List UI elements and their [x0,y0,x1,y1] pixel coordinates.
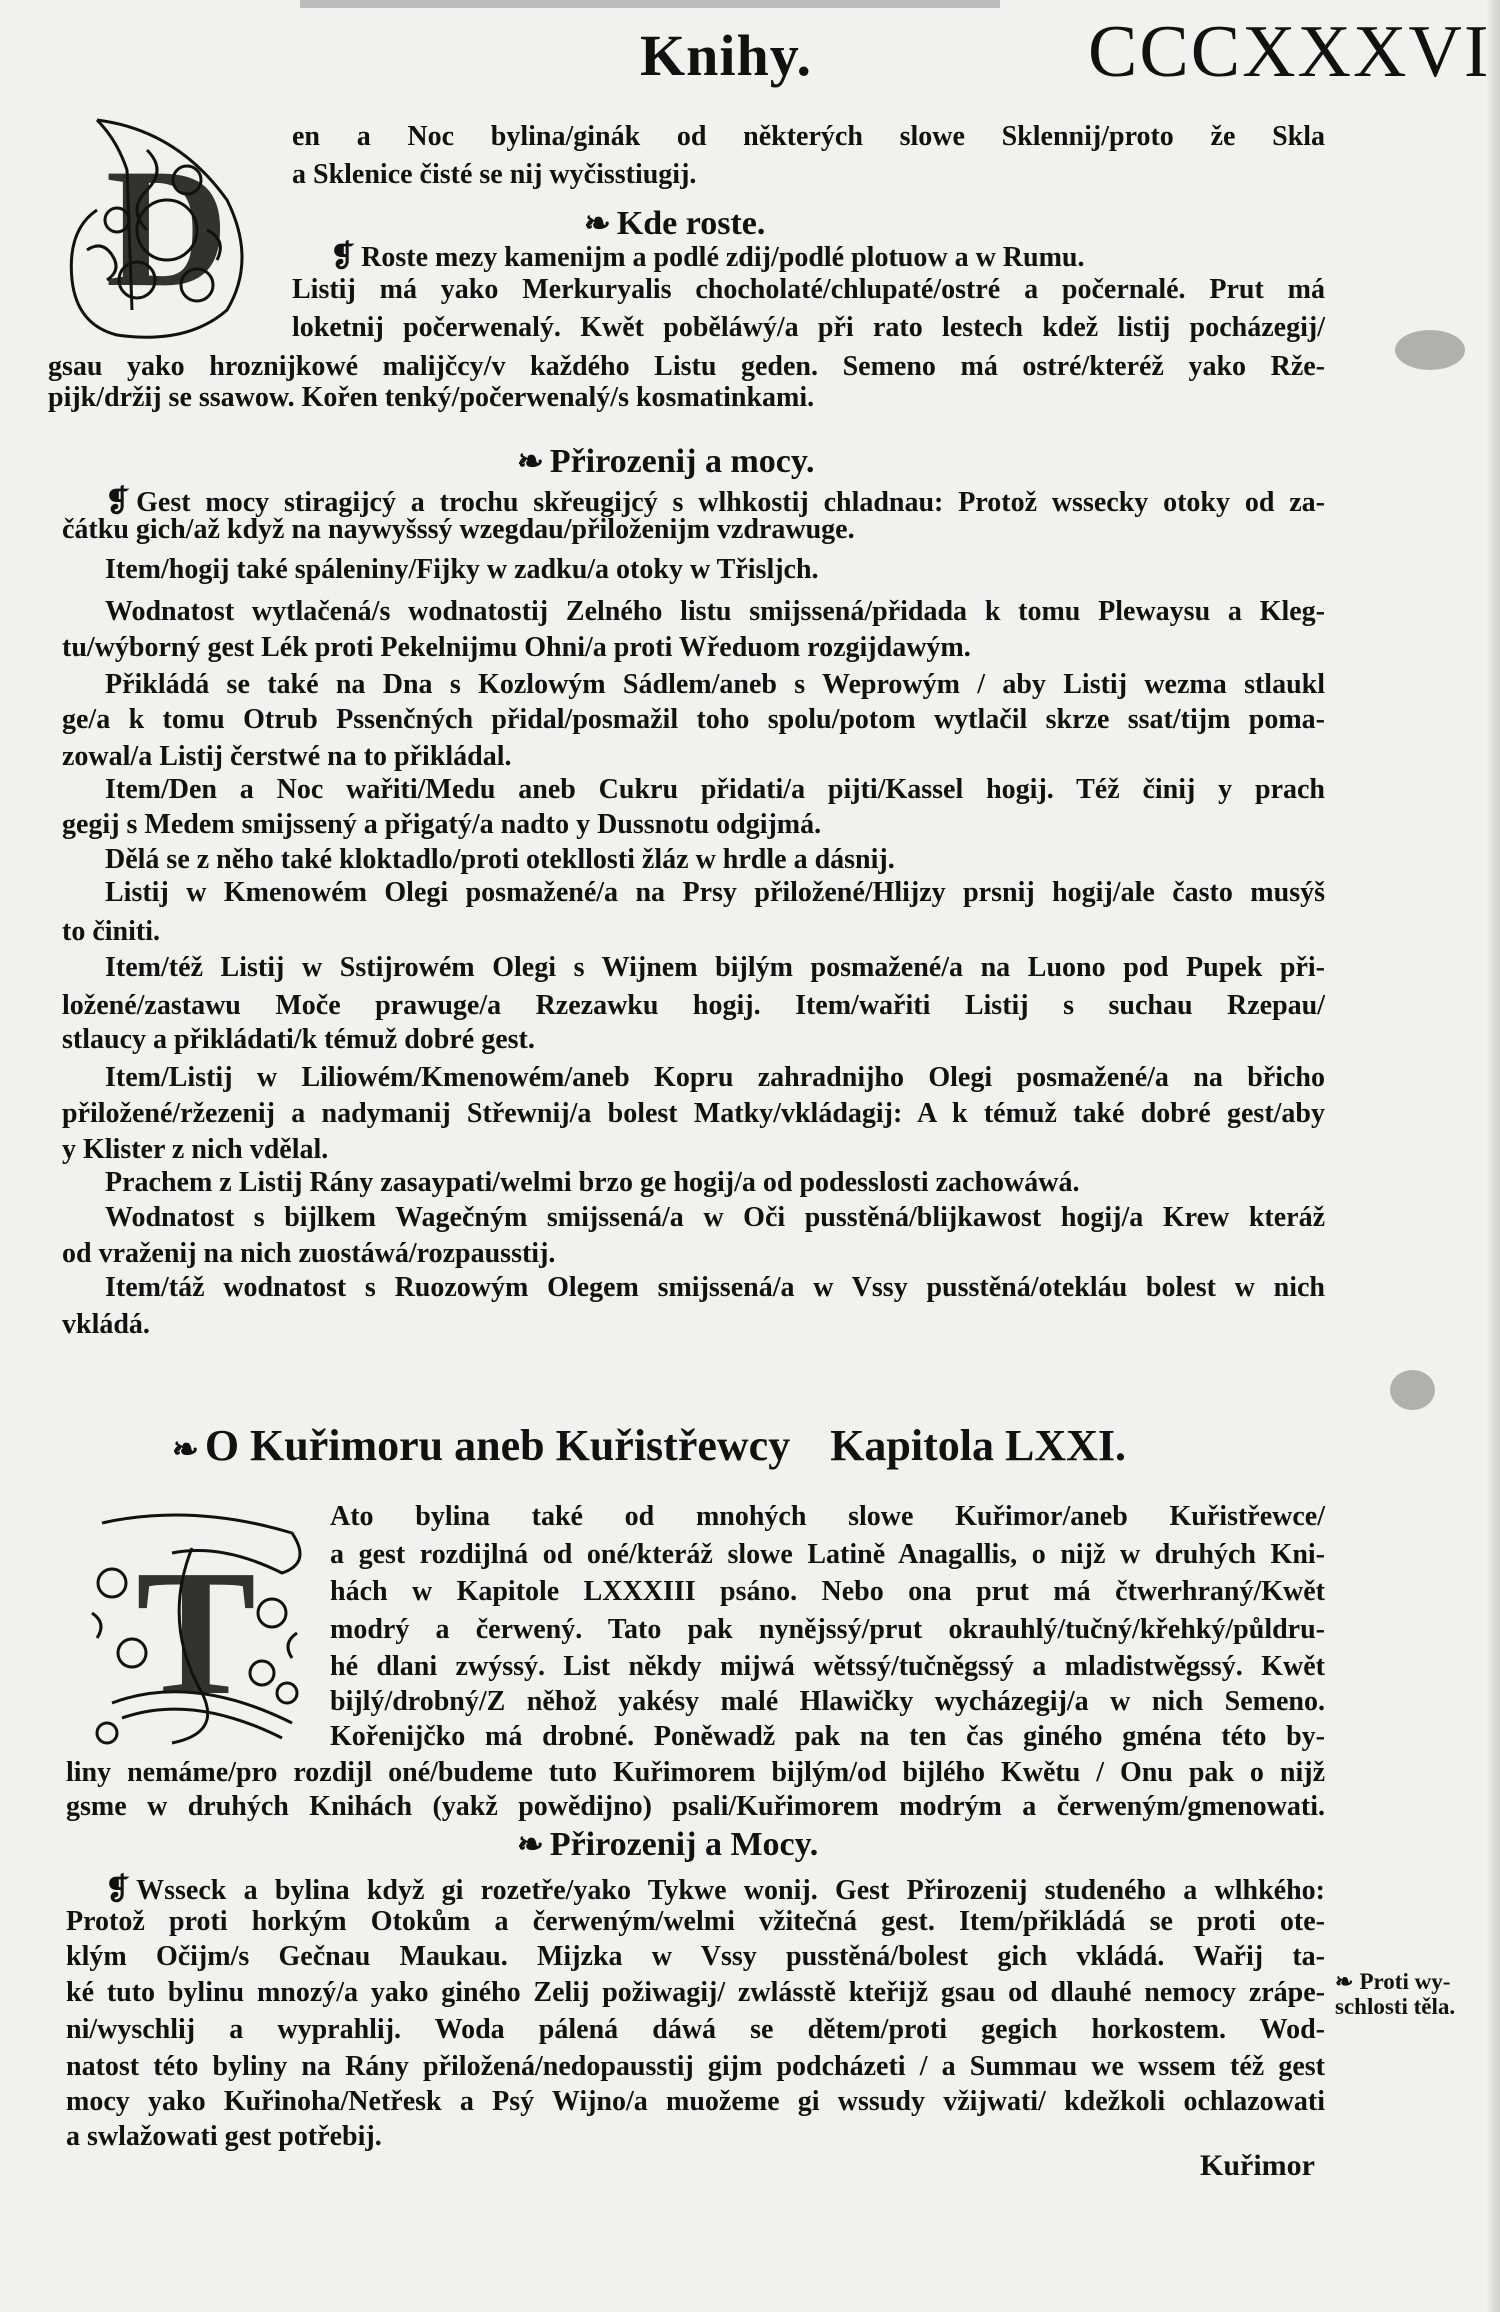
chapter-title [172,1420,1126,1471]
text-line [330,1719,1325,1755]
line-text: y Klister z nich vdělal. [62,1134,329,1165]
line-text: a gest rozdijlná od oné/kteráž slowe Latině Anagallis, o nijž w druhých Kni- [330,1539,1325,1570]
line-text: hé dlani zwýssý. List někdy mijwá wětssý/tučněgssý a mladistwěgssý. Kwět [330,1651,1325,1682]
leaf-ornament-icon: ❧ [172,1431,199,1467]
text-line [66,2049,1325,2085]
line-text: Wodnatost wytlačená/s wodnatostij Zelného listu smijssená/přidada k tomu Plewaysu a Kleg- [105,596,1325,627]
text-line [62,988,1325,1024]
text-line [105,875,1325,911]
margin-note-line: schlosti těla. [1335,1994,1456,2019]
line-text: Protož proti horkým Otokům a čerweným/welmi vžitečná gest. Item/přikládá se proti ote- [66,1906,1325,1937]
heading-text: Přirozenij a mocy. [549,443,815,480]
chapter-label: Kapitola LXXI. [830,1421,1127,1470]
catchword: Kuřimor [1200,2149,1315,2182]
text-line [66,1975,1325,2011]
line-text: Listij w Kmenowém Olegi posmažené/a na Prsy přiložené/Hlijzy prsnij hogij/ale často musýš [105,877,1325,908]
text-line [62,702,1325,738]
text-line [330,1612,1325,1648]
text-line [330,239,1325,275]
text-line [66,2012,1325,2048]
leaf-ornament-icon: ❧ [1335,1969,1354,1994]
text-line [66,1755,1325,1791]
pilcrow-icon: ❡ [105,485,131,518]
line-text: tu/wýborný gest Lék proti Pekelnijmu Ohni/a proti Wředuom rozgijdawým. [62,632,971,663]
text-line [105,772,1325,808]
text-line [105,1060,1325,1096]
line-text: ge/a k tomu Otrub Pssenčných přidal/posmažil toho spolu/potom wytlačil skrze ssat/tijm poma- [62,704,1325,735]
text-line [62,739,1325,775]
text-line [330,1574,1325,1610]
line-text: liny nemáme/pro rozdijl oné/budeme tuto Kuřimorem bijlým/od bijlého Kwětu / Onu pak o nijž [66,1757,1325,1788]
heading-nature-and-powers-2 [517,1825,818,1864]
text-line [62,630,1325,666]
text-line [330,1684,1325,1720]
text-line [330,1649,1325,1685]
page-edge-shadow [1486,0,1500,2312]
line-text: vkládá. [62,1309,150,1340]
text-line [330,1537,1325,1573]
line-text: gegij s Medem smijssený a přigatý/a nadto y Dussnotu odgijmá. [62,809,822,840]
line-text: a Sklenice čisté se nij wyčisstiugij. [292,159,697,190]
ink-stain [1390,1370,1435,1410]
leaf-ornament-icon: ❧ [517,443,544,479]
text-line [62,807,1325,843]
line-text: ké tuto bylinu mnozý/a yako giného Zelij požiwagij/ zwlásstě kteřijž gsau od dlauhé nemocy zrápe- [66,1977,1325,2008]
line-text: Item/táž wodnatost s Ruozowým Olegem smijssená/a w Vssy pusstěná/otekláu bolest w nich [105,1272,1325,1303]
line-text: Gest mocy stiragijcý a trochu skřeugijcý s wlhkostij chladnau: Protož wssecky otoky od za- [136,487,1325,518]
line-text: přiložené/ržezenij a nadymanij Střewnij/a bolest Matky/vkládagij: A k témuž také dobré gest/aby [62,1098,1325,1129]
text-line [105,1872,1325,1908]
line-text: klým Očijm/s Gečnau Maukau. Mijzka w Vssy pusstěná/bolest gich vkládá. Wařij ta- [66,1941,1325,1972]
line-text: ložené/zastawu Moče prawuge/a Rzezawku hogij. Item/wařiti Listij s suchau Rzepau/ [62,990,1325,1021]
line-text: Dělá se z něho také kloktadlo/proti otekllosti žláz w hrdle a dásnij. [105,844,895,875]
text-line [105,552,1325,588]
ornamental-initial-icon [72,1503,320,1753]
line-text: pijk/držij se ssawow. Kořen tenký/počerwenalý/s kosmatinkami. [48,382,815,413]
text-line [66,2119,1325,2155]
text-line [62,1096,1325,1132]
text-line [105,1270,1325,1306]
chapter-title-text: O Kuřimoru aneb Kuřistřewcy [204,1421,791,1470]
line-text: gsme w druhých Knihách (yakž powědijno) psali/Kuřimorem modrým a čerweným/gmenowati. [66,1791,1325,1822]
line-text: zowal/a Listij čerstwé na to přikládal. [62,741,512,772]
text-line [105,1200,1325,1236]
line-text: Item/Listij w Liliowém/Kmenowém/aneb Kopru zahradnijho Olegi posmažené/a na břicho [105,1062,1325,1093]
text-line [66,1939,1325,1975]
text-line [292,310,1325,346]
text-line [105,667,1325,703]
text-line [66,1904,1325,1940]
line-text: bijlý/drobný/Z něhož yakésy malé Hlawičky wycházegij/a w nich Semeno. [330,1686,1325,1717]
text-line [62,1236,1325,1272]
text-line [66,1789,1325,1825]
folio-number: CCCXXXVI [1088,11,1491,93]
text-line [62,1307,1325,1343]
text-line [62,1132,1325,1168]
text-line [62,512,1325,548]
heading-nature-and-powers [517,442,815,481]
line-text: ni/wyschlij a wyprahlij. Woda pálená dáwá se dětem/proti gegich horkostem. Wod- [66,2014,1325,2045]
text-line [105,842,1325,878]
line-text: Item/Den a Noc wařiti/Medu aneb Cukru přidati/a pijti/Kassel hogij. Též činij y prach [105,774,1325,805]
ornamental-initial-icon [57,110,279,348]
drop-cap-t [72,1503,320,1753]
text-line [292,157,1325,193]
text-line [62,1022,1325,1058]
text-line [48,380,1325,416]
line-text: Item/též Listij w Sstijrowém Olegi s Wijnem bijlým posmažené/a na Luono pod Pupek při- [105,952,1325,983]
heading-where-it-grows [584,204,765,243]
drop-cap-d [57,110,279,348]
line-text: Ato bylina také od mnohých slowe Kuřimor/aneb Kuřistřewce/ [330,1501,1325,1532]
line-text: Wsseck a bylina když gi rozetře/yako Tykwe wonij. Gest Přirozenij studeného a wlhkého: [136,1875,1325,1906]
ink-stain [1395,330,1465,370]
line-text: to činiti. [62,916,160,947]
text-line [66,2084,1325,2120]
line-text: loketnij počerwenalý. Kwět poběláwý/a při rato lestech kdež listij pocházegij/ [292,312,1325,343]
text-line [292,272,1325,308]
line-text: Wodnatost s bijlkem Wagečným smijssená/a w Oči pusstěná/blijkawost hogij/a Krew kteráž [105,1202,1325,1233]
line-text: Listij má yako Merkuryalis chocholaté/chlupaté/ostré a počernalé. Prut má [292,274,1325,305]
line-text: Prachem z Listij Rány zasaypati/welmi brzo ge hogij/a od podesslosti zachowáwá. [105,1167,1080,1198]
margin-note [1335,1969,1450,1995]
line-text: modrý a čerwený. Tato pak nynějssý/prut okrauhlý/tučný/křehký/půldru- [330,1614,1325,1645]
line-text: Item/hogij také spáleniny/Fijky w zadku/a otoky w Třisljch. [105,554,819,585]
text-line [62,914,1325,950]
heading-text: Kde roste. [616,205,766,242]
text-line [330,1499,1325,1535]
text-line [105,1165,1325,1201]
line-text: a swlažowati gest potřebij. [66,2121,382,2152]
pilcrow-icon: ❡ [105,1873,131,1906]
pilcrow-icon: ❡ [330,240,356,273]
line-text: hách w Kapitole LXXXIII psáno. Nebo ona prut má čtwerhraný/Kwět [330,1576,1325,1607]
line-text: natost této byliny na Rány přiložená/nedopausstij gijm podcházeti / a Summau we wssem též gest [66,2051,1325,2082]
line-text: en a Noc bylina/ginák od některých slowe Sklennij/proto že Skla [292,121,1325,152]
drop-cap-letter: T [135,1533,257,1732]
drop-cap-letter: D [105,134,229,322]
leaf-ornament-icon: ❧ [517,1826,544,1862]
text-line [105,950,1325,986]
line-text: stlaucy a přikládati/k témuž dobré gest. [62,1024,535,1055]
text-line [105,594,1325,630]
heading-text: Přirozenij a Mocy. [549,1826,819,1863]
leaf-ornament-icon: ❧ [584,205,611,241]
line-text: čátku gich/až když na naywyšssý wzegdau/přiloženijm vzdrawuge. [62,514,855,545]
line-text: Kořenijčko má drobné. Poněwadž pak na ten čas giného gména této by- [330,1721,1325,1752]
running-title: Knihy. [640,23,813,88]
line-text: Přikládá se také na Dna s Kozlowým Sádlem/aneb s Weprowým / aby Listij wezma stlaukl [105,669,1325,700]
line-text: gsau yako hroznijkowé malijčcy/v každého Listu geden. Semeno má ostré/kteréž yako Rže- [48,351,1325,382]
line-text: mocy yako Kuřinoha/Netřesk a Psý Wijno/a muožeme gi wssudy vžijwati/ kdežkoli ochlazowati [66,2086,1325,2117]
line-text: Roste mezy kamenijm a podlé zdij/podlé plotuow a w Rumu. [361,242,1085,273]
margin-note-line: Proti wy- [1359,1969,1451,1994]
scan-edge [300,0,1000,8]
text-line [292,119,1325,155]
line-text: od vraženij na nich zuostáwá/rozpausstij. [62,1238,556,1269]
